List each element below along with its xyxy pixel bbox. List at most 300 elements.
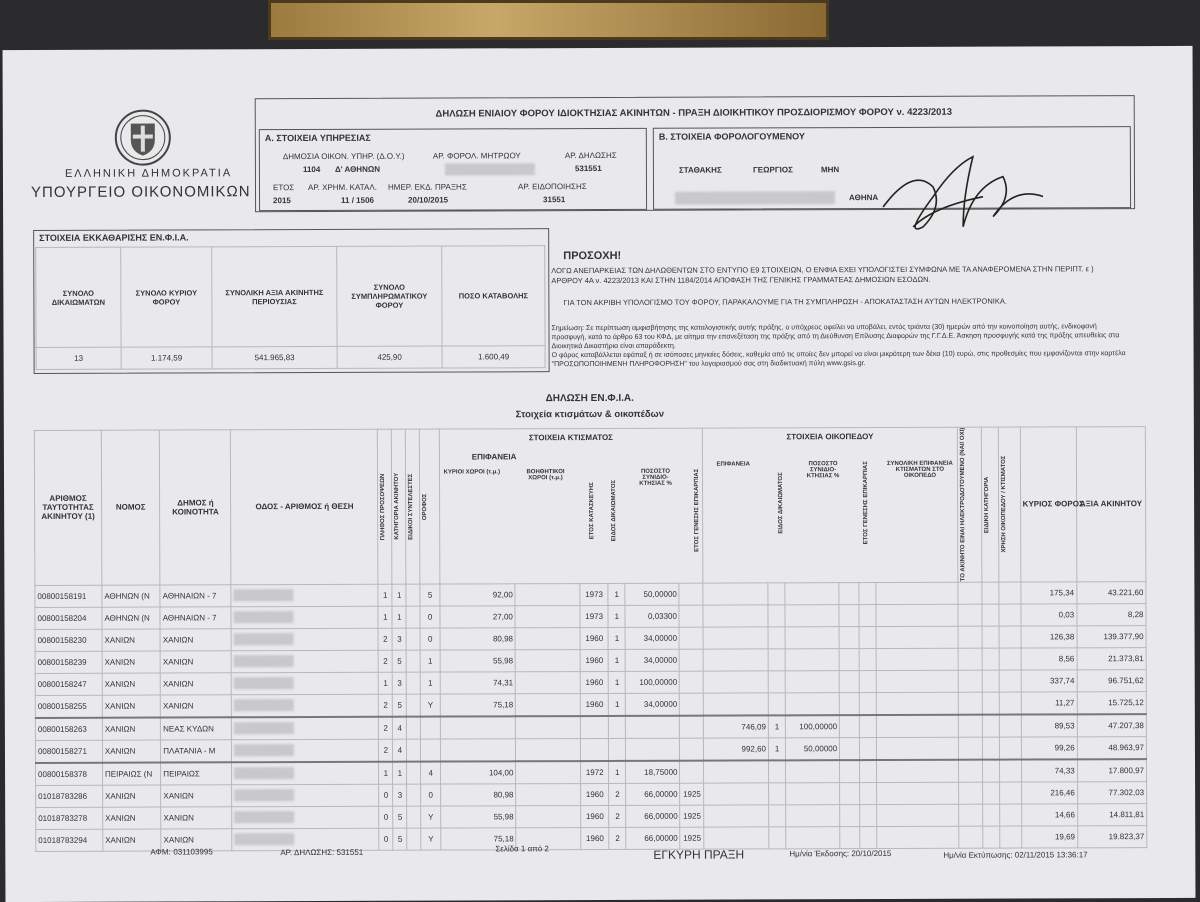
cell-municipality: ΑΘΗΝΑΙΩΝ - 7 — [160, 584, 231, 606]
cell-imposition — [680, 715, 704, 738]
cell-plot-pct — [786, 782, 840, 804]
cell-total-area — [876, 759, 958, 782]
cell-main-tax: 99,26 — [1021, 736, 1077, 759]
declaration-label: ΑΡ. ΔΗΛΩΣΗΣ — [564, 150, 617, 161]
cell-year: 1960 — [581, 783, 609, 805]
cell-aux-area — [515, 627, 580, 649]
redacted-street — [234, 655, 294, 667]
cell-use — [999, 648, 1021, 670]
cell-special-category — [982, 692, 999, 715]
cell-plot-area — [703, 693, 768, 716]
cell-electrified — [958, 626, 982, 648]
cell-spare — [859, 782, 876, 804]
cell-special — [406, 584, 420, 606]
cell-plot-imposition — [840, 737, 860, 760]
cell-value: 14.811,81 — [1077, 803, 1146, 825]
cell-municipality: ΧΑΝΙΩΝ — [161, 694, 232, 717]
cell-aux-area — [516, 805, 581, 827]
col-imposition: ΕΤΟΣ ΓΕΝΕΣΗΣ ΕΠΙΚΑΡΠΙΑΣ — [694, 468, 701, 552]
cell-value: 15.725,12 — [1077, 691, 1146, 714]
cell-right: 2 — [609, 783, 626, 805]
cell-use — [999, 626, 1021, 648]
cell-pct: 100,00000 — [626, 671, 680, 693]
plot-heading: ΣΤΟΙΧΕΙΑ ΟΙΚΟΠΕΔΟΥ — [786, 432, 874, 442]
cell-special — [407, 828, 421, 850]
cell-municipality: ΝΕΑΣ ΚΥΔΩΝ — [161, 717, 232, 740]
cell-year: 1960 — [581, 827, 609, 849]
cell-electrified — [958, 582, 982, 604]
cell-main-tax: 74,33 — [1021, 759, 1077, 782]
cell-year: 1972 — [581, 761, 609, 784]
col-special-category: ΕΙΔΙΚΗ ΚΑΤΗΓΟΡΙΑ — [983, 476, 990, 533]
settlement-value: 425,90 — [337, 346, 442, 368]
cell-imposition — [680, 760, 704, 783]
cell-plot-right — [769, 782, 786, 804]
cell-street-redacted — [232, 739, 379, 762]
settlement-col: ΣΥΝΟΛΟ ΔΙΚΑΙΩΜΑΤΩΝ — [36, 247, 121, 347]
cell-year — [581, 738, 609, 761]
cell-plot-right — [769, 826, 786, 848]
cell-plot-right — [768, 648, 785, 670]
cell-pct: 18,75000 — [626, 760, 680, 783]
redacted-street — [235, 811, 295, 823]
footer-issue-date: Ημ/νία Έκδοσης: 20/10/2015 — [789, 848, 892, 859]
cell-electrified — [958, 670, 982, 692]
settlement-value: 541.965,83 — [212, 346, 337, 368]
cell-property-id: 00800158247 — [35, 673, 102, 695]
cell-special-category — [982, 582, 999, 604]
cell-plot-imposition — [840, 782, 859, 804]
cell-year: 1960 — [581, 805, 609, 827]
cell-category: 1 — [392, 584, 406, 606]
col-prefecture: ΝΟΜΟΣ — [101, 430, 160, 585]
cell-plot-right — [768, 692, 785, 715]
cell-special-category — [982, 714, 999, 737]
settlement-col: ΣΥΝΟΛΙΚΗ ΑΞΙΑ ΑΚΙΝΗΤΗΣ ΠΕΡΙΟΥΣΙΑΣ — [212, 246, 337, 346]
cell-total-area — [876, 604, 958, 626]
cell-property-id: 01018783286 — [36, 785, 103, 807]
redacted-street — [235, 767, 295, 779]
cell-pct: 34,00000 — [626, 627, 680, 649]
cell-facades: 2 — [379, 694, 393, 717]
cell-use — [999, 759, 1021, 782]
cell-main-area: 55,98 — [440, 649, 516, 671]
redacted-street — [234, 611, 294, 623]
cell-prefecture: ΧΑΝΙΩΝ — [102, 695, 160, 718]
cell-imposition — [680, 738, 704, 761]
cell-prefecture: ΧΑΝΙΩΝ — [103, 785, 161, 807]
cell-main-tax: 337,74 — [1021, 669, 1077, 691]
settlement-table — [35, 245, 545, 370]
cell-category: 5 — [392, 650, 406, 672]
cell-street-redacted — [232, 672, 379, 695]
cell-electrified — [959, 782, 983, 804]
cell-facades: 0 — [379, 806, 393, 828]
cell-electrified — [959, 826, 983, 848]
cell-special — [407, 694, 421, 717]
cell-value: 8,28 — [1077, 603, 1146, 625]
cell-value: 139.377,90 — [1077, 625, 1146, 647]
cell-aux-area — [515, 605, 580, 627]
cell-plot-pct — [786, 826, 840, 848]
cell-plot-area: 746,09 — [704, 715, 769, 738]
cell-floor: Υ — [421, 806, 440, 828]
col-year: ΕΤΟΣ ΚΑΤΑΣΚΕΥΗΣ — [589, 482, 596, 540]
cell-right: 1 — [608, 693, 625, 716]
col-floor: ΟΡΟΦΟΣ — [422, 493, 429, 520]
cell-facades: 1 — [378, 584, 392, 606]
cell-year: 1973 — [580, 605, 608, 627]
settlement-col: ΠΟΣΟ ΚΑΤΑΒΟΛΗΣ — [442, 246, 545, 346]
settlement-col: ΣΥΝΟΛΟ ΣΥΜΠΛΗΡΩΜΑΤΙΚΟΥ ΦΟΡΟΥ — [337, 246, 442, 346]
cell-year — [580, 716, 608, 739]
cell-prefecture: ΧΑΝΙΩΝ — [102, 673, 160, 695]
cell-special — [407, 806, 421, 828]
cell-plot-area — [704, 827, 769, 849]
cell-property-id: 01018783294 — [36, 829, 103, 851]
cell-facades: 2 — [379, 716, 393, 739]
redacted-street — [234, 589, 294, 601]
cell-property-id: 00800158263 — [35, 717, 102, 740]
cell-plot-area: 992,60 — [704, 738, 769, 761]
cell-prefecture: ΑΘΗΝΩΝ (Ν — [102, 585, 160, 607]
cell-special-category — [982, 782, 999, 804]
doy-label: ΔΗΜΟΣΙΑ ΟΙΚΟΝ. ΥΠΗΡ. (Δ.Ο.Υ.) — [282, 151, 405, 162]
cell-floor: 0 — [421, 784, 440, 806]
col-property-id: ΑΡΙΘΜΟΣ ΤΑΥΤΟΤΗΤΑΣ ΑΚΙΝΗΤΟΥ (1) — [34, 430, 101, 585]
cell-main-area: 80,98 — [440, 783, 516, 805]
cell-plot-pct — [786, 692, 840, 715]
cell-spare — [859, 582, 876, 604]
cell-prefecture: ΧΑΝΙΩΝ — [102, 629, 160, 651]
cell-right: 1 — [608, 671, 625, 693]
cell-pct: 34,00000 — [626, 693, 680, 716]
cell-street-redacted — [232, 716, 379, 739]
cell-year: 1960 — [580, 649, 608, 671]
notice-paragraph-3: Σημείωση: Σε περίπτωση αμφισβήτησης της καταλογιστικής αυτής πράξης, ο υπόχρεος οφείλει να υποβάλει, εντός τριάντα (30) ημερών από την κοινοποίηση αυτής, ενδικοφανή προσφυγή, κατά το άρθρο 63 του ΚΦΔ, με αίτημα την επανεξέταση της πράξης από τη Διεύθυνση Επίλυσης Διαφορών της Γ.Γ.Δ.Ε. Άσκηση προσφυγής κατά της πράξης απευθείας στα Διοικητικά Δικαστήρια είναι απαράδεκτη. — [551, 323, 1120, 351]
cell-aux-area — [515, 583, 580, 605]
cell-special-category — [982, 759, 999, 782]
cell-special — [407, 672, 421, 694]
cell-facades: 1 — [379, 672, 393, 694]
col-electrified: ΤΟ ΑΚΙΝΗΤΟ ΕΙΝΑΙ ΗΛΕΚΤΡΟΔΟΤΟΥΜΕΝΟ (ΝΑΙ/ ΟΧΙ) — [959, 427, 967, 582]
cell-special — [407, 761, 421, 784]
cell-category: 1 — [393, 761, 407, 784]
cell-value: 77.302,03 — [1077, 781, 1146, 803]
year: 2015 — [273, 196, 291, 206]
cell-facades: 0 — [379, 784, 393, 806]
cell-plot-pct — [785, 582, 839, 604]
cell-main-tax: 19,69 — [1021, 825, 1077, 847]
greek-emblem-icon — [113, 107, 173, 167]
cell-spare — [859, 626, 876, 648]
col-main-area: ΚΥΡΙΟΙ ΧΩΡΟΙ (τ.μ.) — [443, 469, 501, 476]
cell-aux-area — [516, 693, 581, 716]
cell-plot-imposition — [839, 692, 859, 715]
cell-aux-area — [516, 649, 581, 671]
cell-spare — [859, 826, 876, 848]
cell-plot-area — [704, 805, 769, 827]
cell-aux-area — [516, 671, 581, 693]
cell-plot-pct — [786, 760, 840, 783]
cell-imposition — [679, 627, 703, 649]
cell-special — [406, 628, 420, 650]
cell-electrified — [958, 737, 982, 760]
cell-facades: 2 — [378, 628, 392, 650]
redacted-address — [675, 191, 835, 205]
col-facades: ΠΛΗΘΟΣ ΠΡΟΣΟΨΕΩΝ — [380, 473, 387, 540]
cell-electrified — [958, 714, 982, 737]
col-main-tax: ΚΥΡΙΟΣ ΦΟΡΟΣ — [1020, 427, 1077, 582]
cell-main-area: 92,00 — [440, 583, 516, 605]
cell-total-area — [876, 670, 958, 692]
cell-spare — [859, 692, 876, 715]
cell-municipality: ΧΑΝΙΩΝ — [161, 828, 232, 850]
cell-plot-pct: 50,00000 — [786, 737, 840, 760]
cell-plot-pct — [785, 648, 839, 670]
taxpayer-surname: ΣΤΑΘΑΚΗΣ — [678, 165, 722, 175]
cell-plot-imposition — [839, 604, 858, 626]
cell-plot-right — [768, 670, 785, 692]
cell-value: 43.221,60 — [1077, 581, 1146, 603]
footer-afm-label: ΑΦΜ: — [150, 847, 171, 857]
col-plot-area: ΕΠΙΦΑΝΕΙΑ — [716, 461, 750, 468]
cell-municipality: ΑΘΗΝΑΙΩΝ - 7 — [160, 606, 231, 628]
cell-floor: 0 — [420, 606, 439, 628]
cell-plot-imposition — [840, 715, 860, 738]
cell-special-category — [982, 626, 999, 648]
cell-floor: 1 — [421, 672, 440, 694]
date: 20/10/2015 — [408, 195, 449, 205]
cell-plot-area — [704, 760, 769, 783]
cell-plot-imposition — [839, 670, 858, 692]
cell-prefecture: ΠΕΙΡΑΙΩΣ (Ν — [102, 762, 160, 785]
cell-electrified — [958, 692, 982, 715]
taxpayer-city: ΑΘΗΝΑ — [849, 193, 879, 203]
cell-plot-area — [703, 671, 768, 693]
cell-pct: 66,00000 — [626, 783, 680, 805]
cell-plot-right — [768, 604, 785, 626]
settlement-value: 13 — [36, 347, 121, 369]
cell-floor: 5 — [420, 584, 439, 606]
cell-facades: 2 — [379, 739, 393, 762]
cell-main-area: 55,98 — [440, 805, 516, 827]
cell-right: 2 — [609, 827, 626, 849]
cell-street-redacted — [232, 628, 379, 651]
cell-spare — [859, 737, 876, 760]
cell-plot-pct — [785, 604, 839, 626]
doy-code: 1104 — [302, 164, 321, 175]
cell-municipality: ΧΑΝΙΩΝ — [160, 650, 231, 672]
footer-valid: ΕΓΚΥΡΗ ΠΡΑΞΗ — [653, 847, 745, 862]
cell-total-area — [876, 737, 958, 760]
cell-main-tax: 11,27 — [1021, 691, 1077, 714]
cell-pct: 0,03300 — [625, 605, 679, 627]
cell-total-area — [877, 826, 959, 848]
cell-main-tax: 0,03 — [1021, 603, 1077, 625]
ministry-line2: ΥΠΟΥΡΓΕΙΟ ΟΙΚΟΝΟΜΙΚΩΝ — [30, 183, 251, 201]
cell-main-area: 75,18 — [441, 827, 517, 849]
redacted-street — [235, 833, 295, 845]
cell-municipality: ΧΑΝΙΩΝ — [161, 806, 232, 828]
col-plot-pct: ΠΟΣΟΣΤΟ ΣΥΝΙΔΙΟ-ΚΤΗΣΙΑΣ % — [806, 461, 840, 480]
cell-main-area: 75,18 — [440, 693, 516, 716]
settlement-value: 1.174,59 — [121, 347, 212, 369]
col-street: ΟΔΟΣ - ΑΡΙΘΜΟΣ ή ΘΕΣΗ — [231, 429, 378, 584]
redacted-street — [234, 744, 294, 756]
notice-paragraph-1: ΛΟΓΩ ΑΝΕΠΑΡΚΕΙΑΣ ΤΩΝ ΔΗΛΩΘΕΝΤΩΝ ΣΤΟ ΕΝΤΥΠΟ Ε9 ΣΤΟΙΧΕΙΩΝ, Ο ΕΝΦΙΑ ΕΧΕΙ ΥΠΟΛΟΓΙΣΤΕΙ ΣΥΜΦΩΝΑ ΜΕ ΤΑ ΑΝΑΦΕΡΟΜΕΝΑ ΣΤΗΝ ΠΕΡΙΠΤ. ε ) ΑΡΘΡΟΥ 4Α ν. 4223/2013 ΚΑΙ ΣΤΗΝ 1184/2014 ΑΠΟΦΑΣΗ ΤΗΣ ΓΕΝΙΚΗΣ ΓΡΑΜΜΑΤΕΑΣ ΔΗΜΟΣΙΩΝ ΕΣΟΔΩΝ. — [551, 264, 1094, 286]
cell-plot-pct — [785, 626, 839, 648]
cell-plot-right — [768, 582, 785, 604]
catalog-label: ΑΡ. ΧΡΗΜ. ΚΑΤΑΛ. — [307, 182, 377, 193]
cell-facades: 1 — [379, 761, 393, 784]
col-special: ΕΙΔΙΚΟΙ ΣΥΝΤΕΛΕΣΤΕΣ — [408, 473, 415, 540]
footer-declaration: ΑΡ. ΔΗΛΩΣΗΣ: 531551 — [280, 847, 364, 858]
cell-pct — [626, 738, 680, 761]
cell-value: 47.207,38 — [1077, 714, 1146, 737]
tax-document — [3, 46, 1196, 902]
cell-year: 1960 — [580, 627, 608, 649]
cell-total-area — [876, 582, 958, 604]
cell-total-area — [877, 804, 959, 826]
taxpayer-name: ΓΕΩΡΓΙΟΣ — [752, 165, 793, 175]
cell-use — [999, 714, 1021, 737]
cell-plot-right: 1 — [768, 715, 785, 738]
cell-category: 5 — [393, 828, 407, 850]
cell-street-redacted — [232, 784, 379, 807]
cell-total-area — [876, 782, 958, 804]
notice-paragraph-4: Ο φόρος καταβάλλεται εφάπαξ ή σε ισόποσες μηνιαίες δόσεις, καθεμία από τις οποίες δεν μπορεί να είναι μικρότερη των δέκα (10) ευρώ, στις προθεσμίες που εμφανίζονται στην καρτέλα "ΠΡΟΣΩΠΟΠΟΙΗΜΕΝΗ ΠΛΗΡΟΦΟΡΗΣΗ" του λογαριασμού σας στη διαδικτυακή πύλη www.gsis.gr. — [551, 350, 1126, 369]
cell-municipality: ΠΛΑΤΑΝΙΑ - Μ — [161, 739, 232, 762]
cell-right: 1 — [608, 605, 625, 627]
cell-pct: 34,00000 — [626, 649, 680, 671]
cell-special-category — [982, 604, 999, 626]
cell-property-id: 00800158239 — [35, 651, 102, 673]
cell-floor: 4 — [421, 761, 441, 784]
cell-spare — [859, 604, 876, 626]
cell-facades: 2 — [378, 650, 392, 672]
cell-street-redacted — [232, 694, 379, 717]
notice-paragraph-2: ΓΙΑ ΤΟΝ ΑΚΡΙΒΗ ΥΠΟΛΟΓΙΣΜΟ ΤΟΥ ΦΟΡΟΥ, ΠΑΡΑΚΑΛΟΥΜΕ ΓΙΑ ΤΗ ΣΥΜΠΛΗΡΩΣΗ - ΑΠΟΚΑΤΑΣΤΑΣΗ ΑΥΤΩΝ ΗΛΕΚΤΡΟΝΙΚΑ. — [563, 296, 1007, 308]
cell-prefecture: ΧΑΝΙΩΝ — [102, 717, 160, 740]
cell-plot-pct: 100,00000 — [786, 715, 840, 738]
cell-street-redacted — [232, 761, 379, 784]
cell-imposition — [679, 605, 703, 627]
cell-property-id: 01018783278 — [36, 807, 103, 829]
cell-special-category — [982, 670, 999, 692]
cell-street-redacted — [231, 606, 378, 629]
cell-year: 1960 — [580, 671, 608, 693]
cell-value: 21.373,81 — [1077, 647, 1146, 669]
cell-street-redacted — [231, 584, 378, 607]
cell-aux-area — [516, 761, 581, 784]
cell-plot-area — [703, 649, 768, 671]
cell-plot-imposition — [839, 582, 858, 604]
cell-special-category — [982, 804, 999, 826]
cell-property-id: 00800158271 — [35, 740, 102, 763]
cell-facades: 0 — [379, 828, 393, 850]
cell-municipality: ΧΑΝΙΩΝ — [160, 672, 231, 694]
footer-page: Σελίδα 1 από 2 — [495, 844, 549, 854]
cell-imposition: 1925 — [680, 827, 704, 849]
cell-right — [609, 716, 626, 739]
doy-name: Δ' ΑΘΗΝΩΝ — [334, 164, 381, 174]
col-municipality: ΔΗΜΟΣ ή ΚΟΙΝΟΤΗΤΑ — [160, 430, 232, 585]
background-object — [268, 0, 829, 40]
cell-plot-pct — [786, 804, 840, 826]
cell-spare — [859, 804, 876, 826]
cell-main-area: 27,00 — [440, 605, 516, 627]
cell-imposition: 1925 — [680, 783, 704, 805]
catalog: 11 / 1506 — [341, 195, 374, 205]
cell-main-tax: 14,66 — [1021, 803, 1077, 825]
cell-electrified — [958, 648, 982, 670]
cell-total-area — [876, 626, 958, 648]
cell-main-area: 104,00 — [440, 761, 516, 784]
cell-imposition — [680, 649, 704, 671]
cell-year: 1973 — [580, 583, 608, 605]
cell-municipality: ΠΕΙΡΑΙΩΣ — [161, 762, 232, 785]
cell-street-redacted — [232, 806, 379, 829]
area-heading: ΕΠΙΦΑΝΕΙΑ — [471, 452, 517, 462]
cell-electrified — [959, 804, 983, 826]
redacted-registry — [445, 163, 535, 175]
cell-main-tax: 175,34 — [1020, 581, 1076, 603]
cell-property-id: 00800158204 — [35, 607, 102, 629]
cell-plot-imposition — [840, 804, 859, 826]
cell-use — [999, 737, 1021, 760]
cell-category: 4 — [393, 739, 407, 762]
cell-special-category — [982, 737, 999, 760]
cell-use — [1000, 804, 1022, 826]
cell-plot-imposition — [839, 648, 858, 670]
cell-main-area: 74,31 — [440, 671, 516, 693]
registry-label: ΑΡ. ΦΟΡΟΛ. ΜΗΤΡΩΟΥ — [432, 151, 521, 161]
cell-use — [1000, 826, 1022, 848]
cell-property-id: 00800158230 — [35, 629, 102, 651]
cell-plot-imposition — [839, 626, 858, 648]
cell-imposition: 1925 — [680, 805, 704, 827]
cell-pct: 50,00000 — [625, 583, 679, 605]
cell-plot-area — [704, 783, 769, 805]
building-heading: ΣΤΟΙΧΕΙΑ ΚΤΙΣΜΑΤΟΣ — [528, 432, 613, 443]
cell-pct: 66,00000 — [626, 827, 680, 849]
cell-special-category — [982, 648, 999, 670]
cell-spare — [859, 648, 876, 670]
cell-plot-imposition — [840, 760, 860, 783]
redacted-street — [234, 633, 294, 645]
col-pct: ΠΟΣΟΣΤΟ ΣΥΝΙΔΙΟ-ΚΤΗΣΙΑΣ % — [639, 468, 672, 487]
cell-imposition — [680, 671, 704, 693]
col-plot-right: ΕΙΔΟΣ ΔΙΚΑΙΩΜΑΤΟΣ — [777, 472, 784, 534]
cell-category: 3 — [393, 672, 407, 694]
cell-right — [609, 738, 626, 761]
declaration-title: ΔΗΛΩΣΗ ΕΝ.Φ.Ι.Α. — [545, 392, 634, 405]
cell-prefecture: ΧΑΝΙΩΝ — [102, 651, 160, 673]
settlement-heading: ΣΤΟΙΧΕΙΑ ΕΚΚΑΘΑΡΙΣΗΣ ΕΝ.Φ.Ι.Α. — [39, 232, 189, 243]
cell-total-area — [876, 648, 958, 670]
cell-use — [999, 692, 1021, 715]
cell-main-area — [440, 716, 516, 739]
cell-floor: 0 — [420, 628, 439, 650]
properties-table — [34, 426, 1147, 852]
cell-aux-area — [516, 716, 581, 739]
cell-value: 96.751,62 — [1077, 669, 1146, 691]
cell-category: 5 — [393, 694, 407, 717]
cell-pct — [626, 715, 680, 738]
cell-special — [406, 650, 420, 672]
year-label: ΕΤΟΣ — [272, 183, 295, 193]
